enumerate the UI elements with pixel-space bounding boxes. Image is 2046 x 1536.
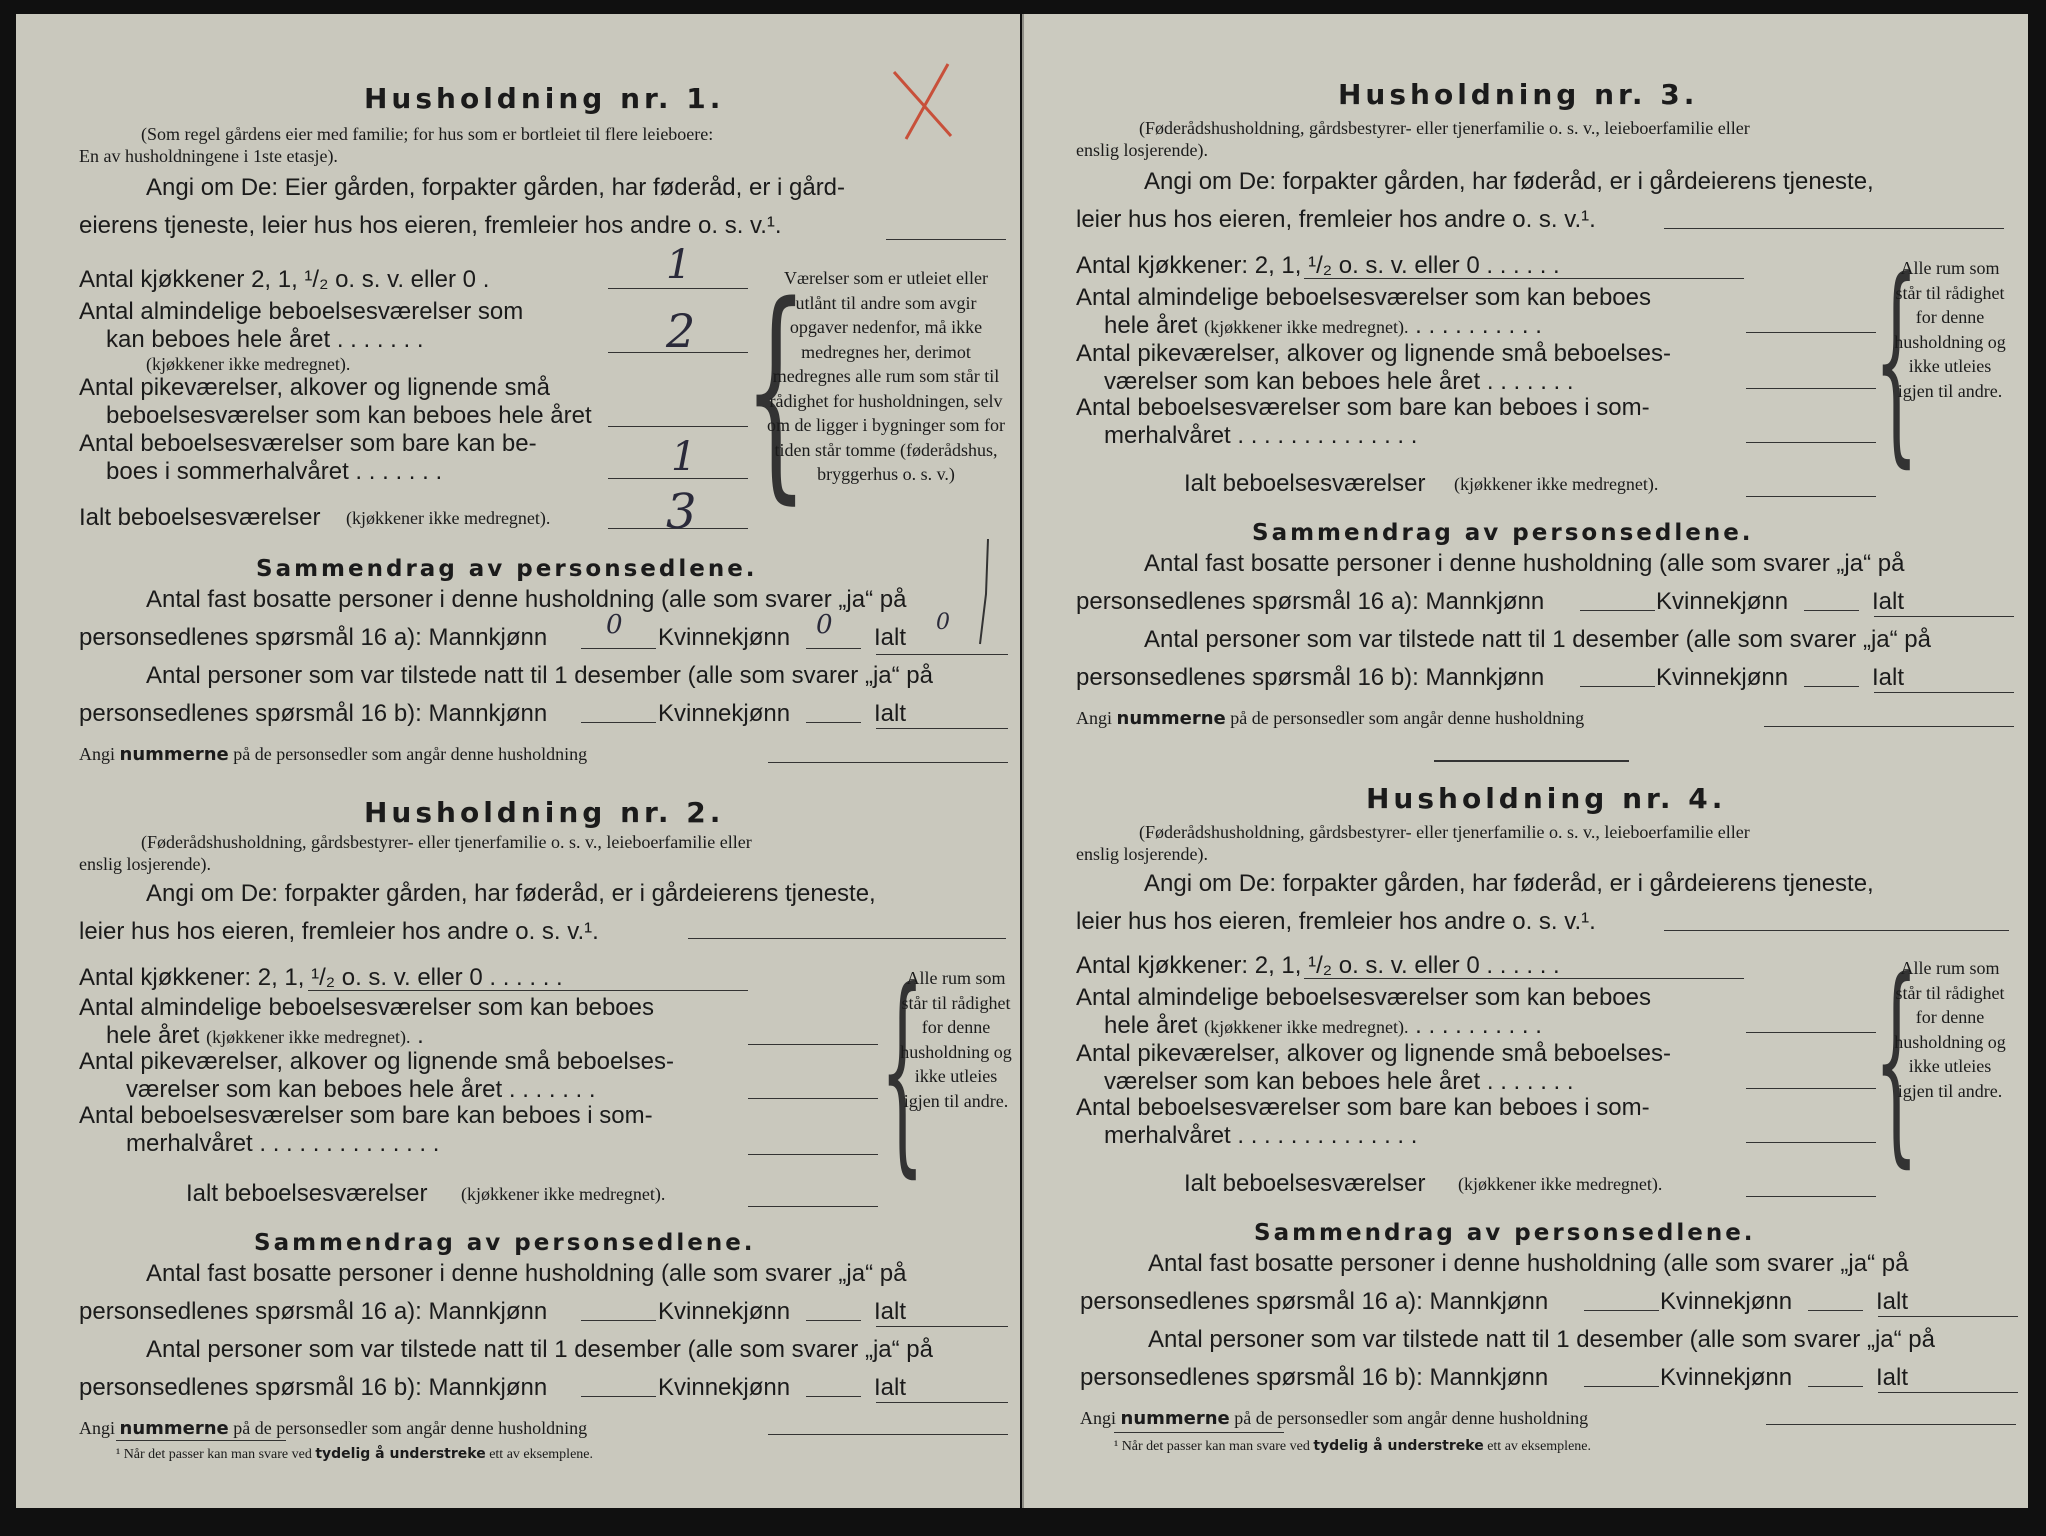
h1-note-l1: (Som regel gårdens eier med familie; for hus som er bortleiet til flere leieboere: <box>141 124 714 144</box>
h3-sum-l4: personsedlenes spørsmål 16 b): Mannkjønn <box>1076 664 1545 691</box>
h3-row-total: Ialt beboelsesværelser <box>1184 470 1426 497</box>
h2-total-label-b: Ialt <box>874 1374 907 1401</box>
h4-female-label-a: Kvinnekjønn <box>1660 1288 1793 1315</box>
h1-handwritten-stroke <box>966 534 1006 654</box>
h3-row-rooms-b: hele året (kjøkkener ikke medregnet). . . . . . . . . . . <box>1104 312 1542 339</box>
h4-row-total-sub: (kjøkkener ikke medregnet). <box>1458 1174 1663 1194</box>
h2-angi-l1: Angi om De: forpakter gården, har føderåd, er i gårdeierens tjeneste, <box>146 880 876 907</box>
h1-total-label-a: Ialt <box>874 624 907 651</box>
h2-note-l1: (Føderådshusholdning, gårdsbestyrer- eller tjenerfamilie o. s. v., leieboerfamilie eller <box>141 832 752 852</box>
h3-row-kitchens: Antal kjøkkener: 2, 1, ¹/₂ o. s. v. eller 0 . . . . . . <box>1076 252 1560 279</box>
h3-sum-l1: Antal fast bosatte personer i denne husholdning (alle som svarer „ja“ på <box>1144 550 1905 577</box>
right-footnote: ¹ Når det passer kan man svare ved tydelig å understreke ett av eksemplene. <box>1114 1438 1591 1454</box>
left-page <box>16 14 1020 1508</box>
h1-total-a: 0 <box>936 610 950 635</box>
h1-row-rooms-b: kan beboes hele året . . . . . . . <box>106 326 424 353</box>
h3-total-label-b: Ialt <box>1872 664 1905 691</box>
h1-red-x-mark <box>876 54 966 144</box>
h4-note-l1: (Føderådshusholdning, gårdsbestyrer- eller tjenerfamilie o. s. v., leieboerfamilie eller <box>1139 822 1750 842</box>
h4-total-label-a: Ialt <box>1876 1288 1909 1315</box>
h2-sum-l4: personsedlenes spørsmål 16 b): Mannkjønn <box>79 1374 548 1401</box>
h3-note-l2: enslig losjerende). <box>1076 140 1208 160</box>
h4-sum-l4: personsedlenes spørsmål 16 b): Mannkjønn <box>1080 1364 1549 1391</box>
h2-sum-l2: personsedlenes spørsmål 16 a): Mannkjønn <box>79 1298 548 1325</box>
h4-summary-title: Sammendrag av personsedlene. <box>1254 1220 1756 1246</box>
h3-numbers-line: Angi nummerne på de personsedler som angår denne husholdning <box>1076 708 1585 729</box>
h1-angi-l2: eierens tjeneste, leier hus hos eieren, fremleier hos andre o. s. v.¹. <box>79 212 782 239</box>
h4-row-total: Ialt beboelsesværelser <box>1184 1170 1426 1197</box>
h3-angi-l1: Angi om De: forpakter gården, har føderåd, er i gårdeierens tjeneste, <box>1144 168 1874 195</box>
h1-male-a: 0 <box>606 610 623 640</box>
h2-sum-l1: Antal fast bosatte personer i denne husholdning (alle som svarer „ja“ på <box>146 1260 907 1287</box>
h2-row-small-a: Antal pikeværelser, alkover og lignende små beboelses- <box>79 1048 674 1075</box>
h1-row-total: Ialt beboelsesværelser <box>79 504 321 531</box>
h1-sum-l3: Antal personer som var tilstede natt til 1 desember (alle som svarer „ja“ på <box>146 662 933 689</box>
h1-total-label-b: Ialt <box>874 700 907 727</box>
h3-female-label-b: Kvinnekjønn <box>1656 664 1789 691</box>
h1-title: Husholdning nr. 1. <box>364 82 725 115</box>
h2-summary-title: Sammendrag av personsedlene. <box>254 1230 756 1256</box>
h3-sum-l2: personsedlenes spørsmål 16 a): Mannkjønn <box>1076 588 1545 615</box>
h1-row-small-b: beboelsesværelser som kan beboes hele året <box>106 402 592 429</box>
h4-brace: { <box>1874 933 1919 1188</box>
h1-kitchens-value: 1 <box>666 242 692 288</box>
h1-female-label-a: Kvinnekjønn <box>658 624 791 651</box>
h2-row-small-b: værelser som kan beboes hele året . . . . . . . <box>126 1076 596 1103</box>
h1-sum-l2: personsedlenes spørsmål 16 a): Mannkjønn <box>79 624 548 651</box>
h2-row-summer-a: Antal beboelsesværelser som bare kan beboes i som- <box>79 1102 653 1129</box>
h4-row-rooms-a: Antal almindelige beboelsesværelser som kan beboes <box>1076 984 1651 1011</box>
h1-row-rooms-a: Antal almindelige beboelsesværelser som <box>79 298 524 325</box>
h4-row-small-b: værelser som kan beboes hele året . . . . . . . <box>1104 1068 1574 1095</box>
h2-row-summer-b: merhalvåret . . . . . . . . . . . . . . <box>126 1130 440 1157</box>
h4-sum-l2: personsedlenes spørsmål 16 a): Mannkjønn <box>1080 1288 1549 1315</box>
h1-sum-l4: personsedlenes spørsmål 16 b): Mannkjønn <box>79 700 548 727</box>
h3-title: Husholdning nr. 3. <box>1338 78 1699 111</box>
h3-row-summer-a: Antal beboelsesværelser som bare kan beboes i som- <box>1076 394 1650 421</box>
h1-row-rooms-c: (kjøkkener ikke medregnet). <box>146 354 351 374</box>
section-divider <box>1434 760 1629 762</box>
h1-side-note: Værelser som er utleiet eller utlånt til andre som avgir opgaver nedenfor, må ikke medregnes her, derimot medregnes alle rum som står til rådighet for husholdningen, selv om de ligger i bygninger som for tiden står tomme (føderådshus, bryggerhus o. s. v.) <box>767 268 1005 484</box>
h4-row-summer-a: Antal beboelsesværelser som bare kan beboes i som- <box>1076 1094 1650 1121</box>
h1-numbers-line: Angi nummerne på de personsedler som angår denne husholdning <box>79 744 588 765</box>
h2-total-label-a: Ialt <box>874 1298 907 1325</box>
h1-row-kitchens: Antal kjøkkener 2, 1, ¹/₂ o. s. v. eller 0 . <box>79 266 490 293</box>
h2-female-label-b: Kvinnekjønn <box>658 1374 791 1401</box>
h2-row-rooms-b: hele året (kjøkkener ikke medregnet). . <box>106 1022 424 1049</box>
h1-brace: { <box>744 255 808 525</box>
h1-sum-l1: Antal fast bosatte personer i denne husholdning (alle som svarer „ja“ på <box>146 586 907 613</box>
h1-row-summer-a: Antal beboelsesværelser som bare kan be- <box>79 430 537 457</box>
h4-note-l2: enslig losjerende). <box>1076 844 1208 864</box>
h4-row-rooms-b: hele året (kjøkkener ikke medregnet). . . . . . . . . . . <box>1104 1012 1542 1039</box>
h3-angi-l2: leier hus hos eieren, fremleier hos andre o. s. v.¹. <box>1076 206 1596 233</box>
h1-female-a: 0 <box>816 610 833 640</box>
h4-title: Husholdning nr. 4. <box>1366 782 1727 815</box>
h4-row-summer-b: merhalvåret . . . . . . . . . . . . . . <box>1104 1122 1418 1149</box>
h1-row-small-a: Antal pikeværelser, alkover og lignende små <box>79 374 550 401</box>
h2-note-l2: enslig losjerende). <box>79 854 211 874</box>
h2-angi-l2: leier hus hos eieren, fremleier hos andre o. s. v.¹. <box>79 918 599 945</box>
h1-row-summer-b: boes i sommerhalvåret . . . . . . . <box>106 458 443 485</box>
h3-row-rooms-a: Antal almindelige beboelsesværelser som kan beboes <box>1076 284 1651 311</box>
h1-summer-value: 1 <box>671 434 697 480</box>
h4-female-label-b: Kvinnekjønn <box>1660 1364 1793 1391</box>
h3-row-small-b: værelser som kan beboes hele året . . . . . . . <box>1104 368 1574 395</box>
h2-title: Husholdning nr. 2. <box>364 796 725 829</box>
h2-row-rooms-a: Antal almindelige beboelsesværelser som kan beboes <box>79 994 654 1021</box>
h3-row-summer-b: merhalvåret . . . . . . . . . . . . . . <box>1104 422 1418 449</box>
h3-summary-title: Sammendrag av personsedlene. <box>1252 520 1754 546</box>
h4-angi-l2: leier hus hos eieren, fremleier hos andre o. s. v.¹. <box>1076 908 1596 935</box>
h3-female-label-a: Kvinnekjønn <box>1656 588 1789 615</box>
h4-sum-l1: Antal fast bosatte personer i denne husholdning (alle som svarer „ja“ på <box>1148 1250 1909 1277</box>
h4-numbers-line: Angi nummerne på de personsedler som angår denne husholdning <box>1080 1408 1589 1429</box>
h1-total-value: 3 <box>666 484 697 540</box>
h4-row-small-a: Antal pikeværelser, alkover og lignende små beboelses- <box>1076 1040 1671 1067</box>
h2-female-label-a: Kvinnekjønn <box>658 1298 791 1325</box>
h2-numbers-line: Angi nummerne på de personsedler som angår denne husholdning <box>79 1418 588 1439</box>
h4-sum-l3: Antal personer som var tilstede natt til 1 desember (alle som svarer „ja“ på <box>1148 1326 1935 1353</box>
h1-note-l2: En av husholdningene i 1ste etasje). <box>79 146 338 166</box>
h1-female-label-b: Kvinnekjønn <box>658 700 791 727</box>
h1-rooms-value: 2 <box>666 304 696 358</box>
h2-row-kitchens: Antal kjøkkener: 2, 1, ¹/₂ o. s. v. eller 0 . . . . . . <box>79 964 563 991</box>
h2-brace: { <box>880 943 925 1198</box>
h4-side-note: Alle rum som står til rådighet for denne husholdning og ikke utleies igjen til andre. <box>1894 958 2006 1101</box>
h2-row-total: Ialt beboelsesværelser <box>186 1180 428 1207</box>
h3-total-label-a: Ialt <box>1872 588 1905 615</box>
h4-angi-l1: Angi om De: forpakter gården, har føderåd, er i gårdeierens tjeneste, <box>1144 870 1874 897</box>
right-page <box>1024 14 2028 1508</box>
h4-row-kitchens: Antal kjøkkener: 2, 1, ¹/₂ o. s. v. eller 0 . . . . . . <box>1076 952 1560 979</box>
h3-side-note: Alle rum som står til rådighet for denne husholdning og ikke utleies igjen til andre. <box>1894 258 2006 401</box>
h3-row-small-a: Antal pikeværelser, alkover og lignende små beboelses- <box>1076 340 1671 367</box>
h1-angi-l1: Angi om De: Eier gården, forpakter gården, har føderåd, er i gård- <box>146 174 846 201</box>
h3-brace: { <box>1874 233 1919 488</box>
h2-sum-l3: Antal personer som var tilstede natt til 1 desember (alle som svarer „ja“ på <box>146 1336 933 1363</box>
left-footnote: ¹ Når det passer kan man svare ved tydelig å understreke ett av eksemplene. <box>116 1446 593 1462</box>
h3-row-total-sub: (kjøkkener ikke medregnet). <box>1454 474 1659 494</box>
h4-total-label-b: Ialt <box>1876 1364 1909 1391</box>
h2-row-total-sub: (kjøkkener ikke medregnet). <box>461 1184 666 1204</box>
h1-row-total-sub: (kjøkkener ikke medregnet). <box>346 508 551 528</box>
h2-side-note: Alle rum som står til rådighet for denne husholdning og ikke utleies igjen til andre. <box>900 968 1012 1111</box>
h3-sum-l3: Antal personer som var tilstede natt til 1 desember (alle som svarer „ja“ på <box>1144 626 1931 653</box>
h3-note-l1: (Føderådshusholdning, gårdsbestyrer- eller tjenerfamilie o. s. v., leieboerfamilie eller <box>1139 118 1750 138</box>
h1-summary-title: Sammendrag av personsedlene. <box>256 556 758 582</box>
